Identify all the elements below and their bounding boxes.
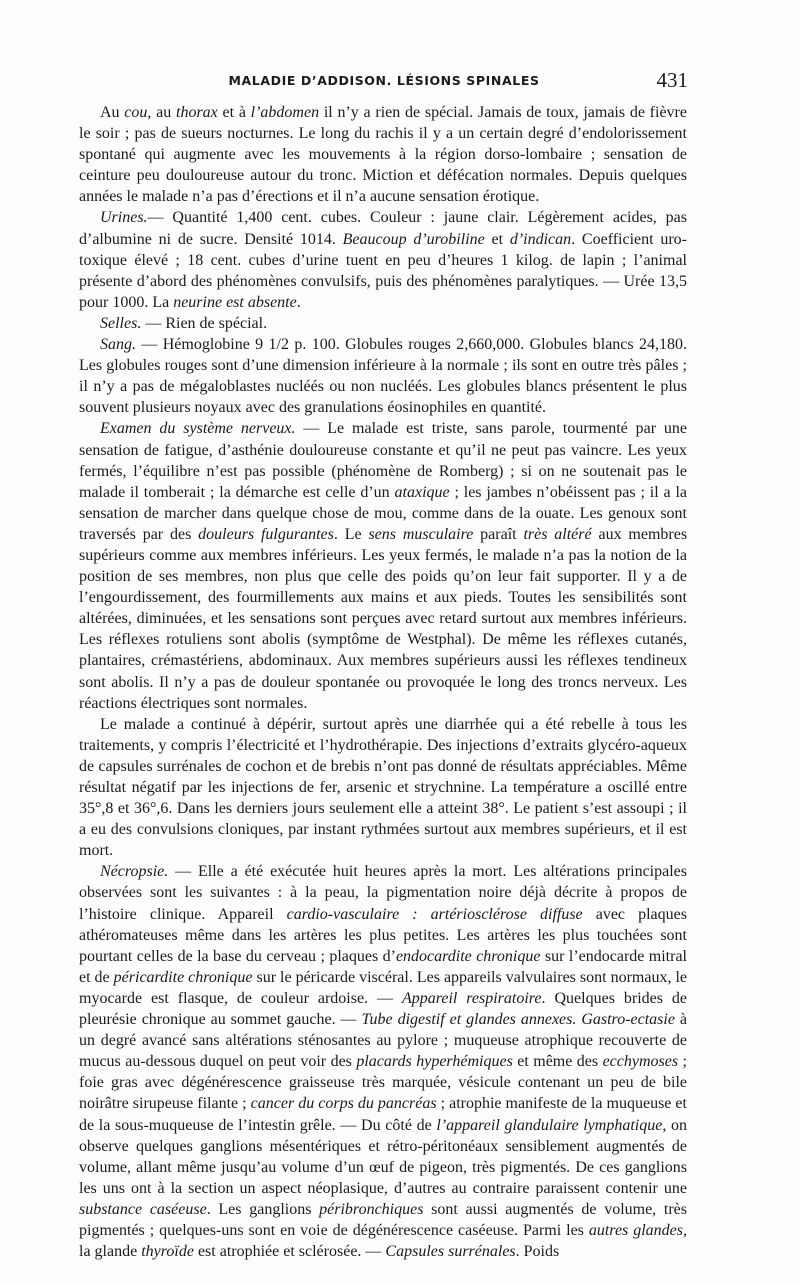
text-run: . Quelques brides de pleurésie chronique au sommet gauche. —: [79, 989, 688, 1029]
text-run: à un degré avancé sans altérations sténosantes au pylore ; muqueuse atrophique recouverte de mucus au-dessous duquel on peut voir des: [79, 1011, 688, 1071]
italic-text: neurine est absente: [173, 293, 297, 311]
text-run: — Hémoglobine 9 1/2 p. 100. Globules rouges 2,660,000. Globules blancs 24,180. Les globules rouges sont d’une dimension inférieure à la normale ; ils sont en outre très pâles ; il n’y a pas de mégaloblastes nucléés ou non nucléés. Les globules blancs présentent le plus souvent plusieurs noyaux avec des granulations éosinophiles en quantité.: [79, 336, 687, 417]
italic-text: Capsules surrénales: [385, 1243, 516, 1261]
italic-text: autres glandes: [588, 1221, 683, 1239]
italic-text: thorax: [176, 104, 218, 121]
italic-text: Beaucoup d’urobiline: [342, 230, 485, 248]
italic-text: péribronchiques: [319, 1200, 424, 1218]
italic-text: ecchymoses: [602, 1053, 679, 1071]
paragraph: [79, 418, 687, 713]
italic-text: endocardite chronique: [395, 947, 541, 965]
paragraph: [79, 334, 687, 418]
text-run: — Rien de spécial.: [141, 314, 268, 332]
text-run: sur le péricarde viscéral. Les appareils valvulaires sont normaux, le myocarde est flasque, de couleur ardoise. —: [79, 968, 688, 1007]
italic-text: péricardite chronique: [113, 968, 253, 986]
italic-text: thyroïde: [141, 1243, 194, 1261]
text-run: et à: [217, 104, 251, 121]
italic-text: substance caséeuse: [79, 1200, 207, 1218]
text-run: . Coefficient uro-toxique élevé ; 18 cent. cubes d’urine tuent en peu d’heures 1 kilog. de lapin ; l’animal présente d’abord des phénomènes convulsifs, puis des phénomènes paralytiques. — Urée 13,5 pour 1000. La: [79, 230, 688, 311]
text-run: .: [296, 293, 301, 311]
paragraph: [79, 714, 687, 862]
paragraph: [79, 207, 687, 312]
italic-text: Nécropsie.: [100, 863, 169, 881]
italic-text: l’abdomen: [250, 104, 320, 121]
paragraph: [79, 102, 687, 207]
text-run: . Le: [333, 525, 369, 543]
text-run: aux membres supérieurs comme aux membres inférieurs. Les yeux fermés, le malade n’a pas la notion de la position de ses membres, non plus que celle des poids qu’on leur fait supporter. Il y a de l’engourdissement, des fourmillements aux mains et aux pieds. Toutes les sensibilités sont altérées, diminuées, et les sensations sont perçues avec retard surtout aux membres inférieurs. Les réflexes rotuliens sont abolis (symptôme de Westphal). De même les réflexes cutanés, plantaires, crémastériens, abdominaux. Aux membres supérieurs aussi les réflexes tendineux sont abolis. Il n’y a pas de douleur spontanée ou provoquée le long des troncs nerveux. Les réactions électriques sont normales.: [79, 525, 688, 712]
text-run: , la glande: [79, 1221, 687, 1261]
italic-text: Tube digestif et glandes annexes. Gastro-ectasie: [361, 1011, 675, 1029]
italic-text: Examen du système nerveux.: [100, 420, 296, 438]
text-run: , on observe quelques ganglions mésentériques et rétro-péritonéaux sensiblement augmentés de volume, allant même jusqu’au volume d’un œuf de pigeon, très pigmentés. De ces ganglions les uns ont à la section un aspect néoplasique, d’autres au contraire paraissent contenir une: [79, 1116, 688, 1197]
text-run: et même des: [512, 1053, 603, 1071]
paragraph: [79, 861, 687, 1262]
text-run: sur l’endocarde mitral et de: [79, 947, 688, 986]
text-run: ; atrophie manifeste de la muqueuse et de la sous-muqueuse de l’intestin grêle. — Du côté de: [79, 1095, 687, 1134]
text-run: ; foie gras avec dégénérescence graisseuse très marquée, vésicule contenant un peu de bile noirâtre sirupeuse filante ;: [79, 1053, 687, 1113]
running-title: MALADIE D’ADDISON. LÉSIONS SPINALES: [228, 73, 540, 88]
text-run: il n’y a rien de spécial. Jamais de toux, jamais de fièvre le soir ; pas de sueurs nocturnes. Le long du rachis il y a un certain degré d’endolorissement spontané qui augmente avec les mouvements à la région dorso-lombaire ; sensation de ceinture peu douloureuse autour du tronc. Miction et défécation normales. Depuis quelques années le malade n’a pas d’érections et il n’a aucune sensation érotique.: [79, 104, 687, 206]
page-number: 431: [656, 68, 688, 92]
text-run: paraît: [473, 525, 524, 543]
page-header: [80, 68, 688, 92]
italic-text: douleurs fulgurantes: [198, 525, 334, 543]
text-run: Au: [100, 104, 125, 121]
text-run: . Les ganglions: [206, 1200, 320, 1218]
paragraph: [79, 313, 687, 334]
italic-text: l’appareil glandulaire lymphatique: [436, 1116, 663, 1134]
text-run: , au: [147, 104, 176, 121]
italic-text: Appareil respiratoire: [401, 989, 542, 1007]
italic-text: d’indican: [509, 230, 572, 248]
text-run: est atrophiée et sclérosée. —: [193, 1243, 386, 1261]
italic-text: ataxique: [394, 483, 450, 501]
italic-text: cancer du corps du pancréas: [250, 1095, 437, 1113]
text-run: . Poids: [515, 1243, 560, 1261]
italic-text: placards hyperhémiques: [356, 1053, 513, 1071]
text-run: sont aussi augmentés de volume, très pigmentés ; quelques-uns sont en voie de dégénérescence caséeuse. Parmi les: [79, 1200, 688, 1239]
body-text: [79, 102, 687, 1262]
text-run: et: [484, 230, 510, 248]
italic-text: très altéré: [523, 525, 592, 543]
text-run: Le malade a continué à dépérir, surtout après une diarrhée qui a été rebelle à tous les traitements, y compris l’électricité et l’hydrothérapie. Des injections d’extraits glycéro-aqueux de capsules surrénales de cochon et de brebis n’ont pas donné de résultats appréciables. Même résultat négatif par les injections de fer, arsenic et strychnine. La température a oscillé entre 35°,8 et 36°,6. Dans les derniers jours seulement elle a atteint 38°. Le patient s’est assoupi ; il a eu des convulsions cloniques, par instant rythmées surtout aux membres supérieurs, et il est mort.: [79, 715, 687, 860]
italic-text: Selles.: [100, 314, 142, 332]
italic-text: cardio-vasculaire : artériosclérose diffuse: [286, 905, 583, 923]
italic-text: cou: [124, 104, 148, 121]
text-run: — Quantité 1,400 cent. cubes. Couleur : jaune clair. Légèrement acides, pas d’albumine ni de sucre. Densité 1014.: [79, 209, 687, 248]
italic-text: sens musculaire: [368, 525, 474, 543]
text-run: ; les jambes n’obéissent pas ; il a la sensation de marcher dans quelque chose de mou, comme dans de la ouate. Les genoux sont traversés par des: [79, 483, 687, 543]
text-run: — Le malade est triste, sans parole, tourmenté par une sensation de fatigue, d’asthénie douloureuse constante et qu’il ne peut pas vaincre. Les yeux fermés, l’équilibre n’est pas possible (phénomène de Romberg) ; si on ne soutenait pas le malade il tomberait ; la démarche est celle d’un: [79, 420, 688, 501]
italic-text: Sang.: [100, 336, 136, 354]
italic-text: Urines.: [100, 209, 148, 227]
text-run: avec plaques athéromateuses même dans les artères les plus petites. Les artères les plus touchées sont pourtant celles de la base du cerveau ; plaques d’: [79, 905, 687, 965]
text-run: — Elle a été exécutée huit heures après la mort. Les altérations principales observées sont les suivantes : à la peau, la pigmentation noire déjà décrite à propos de l’histoire clinique. Appareil: [79, 863, 687, 923]
